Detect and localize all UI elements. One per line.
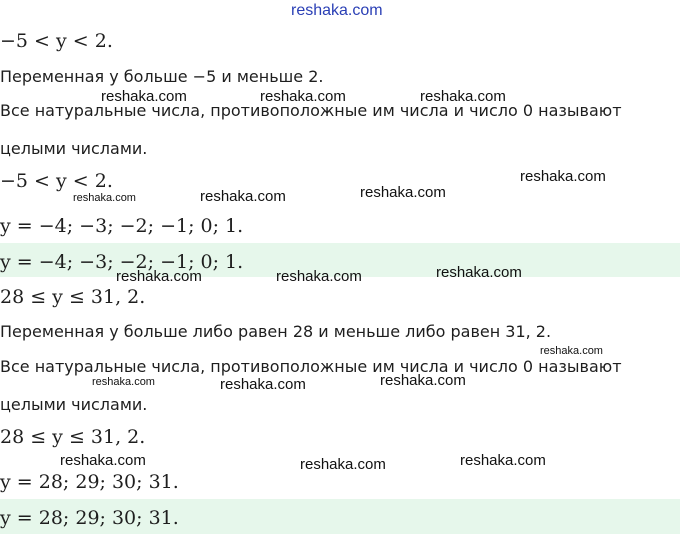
watermark: reshaka.com [260, 88, 346, 105]
watermark-top: reshaka.com [291, 2, 383, 19]
definition-1: Все натуральные числа, противоположные им числа и число 0 называют [0, 101, 622, 120]
watermark: reshaka.com [73, 192, 136, 204]
watermark: reshaka.com [200, 188, 286, 205]
watermark: reshaka.com [101, 88, 187, 105]
definition-2-end: целыми числами. [0, 395, 148, 414]
watermark: reshaka.com [420, 88, 506, 105]
watermark: reshaka.com [92, 376, 155, 388]
solution-1: y = −4; −3; −2; −1; 0; 1. [0, 215, 244, 237]
definition-1-end: целыми числами. [0, 139, 148, 158]
watermark: reshaka.com [540, 345, 603, 357]
inequality-2: 28 ≤ y ≤ 31, 2. [0, 286, 146, 308]
watermark: reshaka.com [360, 184, 446, 201]
watermark: reshaka.com [460, 452, 546, 469]
definition-2: Все натуральные числа, противоположные им числа и число 0 называют [0, 357, 622, 376]
watermark: reshaka.com [520, 168, 606, 185]
watermark: reshaka.com [300, 456, 386, 473]
inequality-1: −5 < y < 2. [0, 30, 113, 52]
explanation-2: Переменная y больше либо равен 28 и меньше либо равен 31, 2. [0, 322, 552, 341]
watermark: reshaka.com [220, 376, 306, 393]
inequality-2-repeat: 28 ≤ y ≤ 31, 2. [0, 426, 146, 448]
solution-2: y = 28; 29; 30; 31. [0, 471, 179, 493]
explanation-1: Переменная y больше −5 и меньше 2. [0, 67, 324, 86]
watermark: reshaka.com [380, 372, 466, 389]
watermark: reshaka.com [436, 264, 522, 281]
watermark: reshaka.com [276, 268, 362, 285]
watermark: reshaka.com [60, 452, 146, 469]
watermark: reshaka.com [116, 268, 202, 285]
answer-1: y = −4; −3; −2; −1; 0; 1. [0, 251, 244, 273]
answer-2: y = 28; 29; 30; 31. [0, 507, 179, 529]
inequality-1-repeat: −5 < y < 2. [0, 170, 113, 192]
